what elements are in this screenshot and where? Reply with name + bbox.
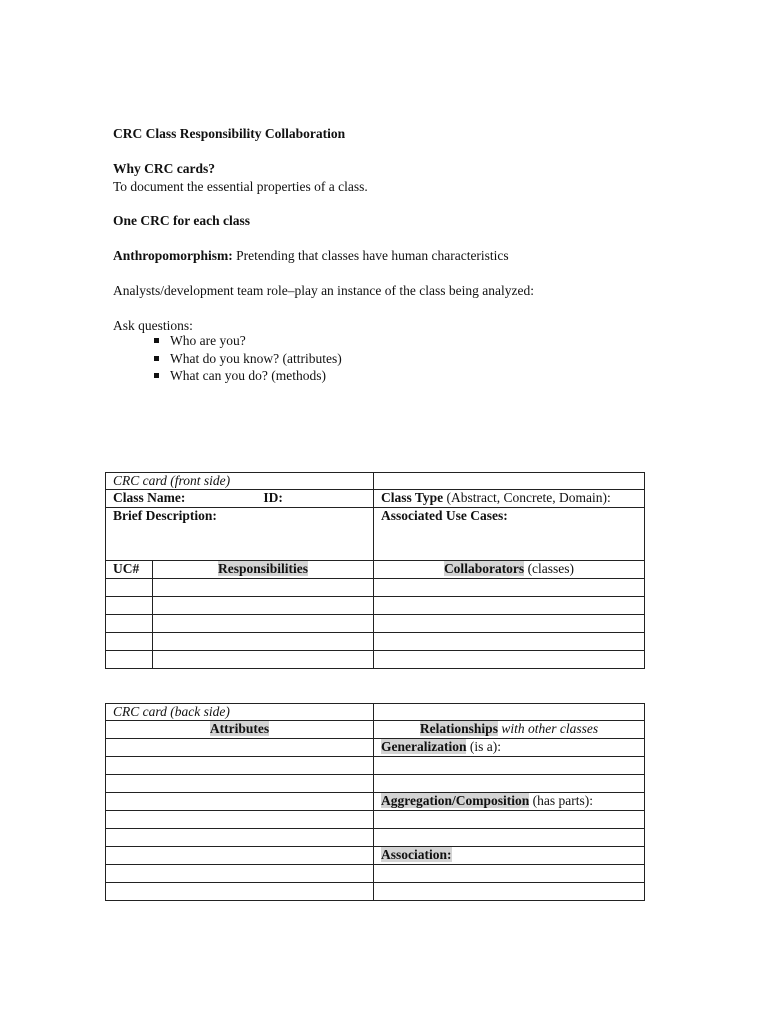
attribute-empty-cell (106, 793, 374, 811)
question-item: What do you know? (attributes) (150, 350, 342, 368)
aggregation-label: Aggregation/Composition (381, 793, 530, 808)
front-empty-row (106, 579, 645, 597)
front-empty-row (106, 633, 645, 651)
bullet-square-icon (154, 373, 159, 378)
back-empty-row (106, 775, 645, 793)
class-type-note: (Abstract, Concrete, Domain): (443, 490, 611, 505)
anthropomorphism-paragraph (113, 248, 509, 264)
back-empty-row (106, 865, 645, 883)
questions-list (150, 332, 342, 385)
attributes-header-cell (106, 721, 374, 739)
why-heading: Why CRC cards? (113, 161, 216, 176)
relationships-header: Relationships (419, 721, 498, 736)
crc-card-back-table (105, 703, 645, 901)
class-type-label: Class Type (381, 490, 444, 505)
anthropomorphism-label: Anthropomorphism: (113, 248, 233, 263)
back-empty-row (106, 757, 645, 775)
generalization-cell (374, 739, 645, 757)
page-title: CRC Class Responsibility Collaboration (113, 126, 346, 141)
ask-questions-label: Ask questions: (113, 318, 193, 333)
responsibilities-header-cell (153, 561, 374, 579)
class-name-label: Class Name: (113, 490, 186, 505)
front-caption: CRC card (front side) (106, 473, 374, 490)
id-label: ID: (263, 490, 283, 505)
class-name-cell (106, 490, 374, 508)
crc-card-front-table (105, 472, 645, 669)
attributes-header: Attributes (209, 721, 270, 736)
back-empty-row (106, 829, 645, 847)
collaborators-header-cell (374, 561, 645, 579)
associated-use-cases-label: Associated Use Cases: (374, 508, 645, 561)
responsibilities-header: Responsibilities (217, 561, 309, 576)
front-empty-row (106, 651, 645, 669)
question-item: What can you do? (methods) (150, 367, 342, 385)
why-text: To document the essential properties of a class. (113, 179, 368, 194)
aggregation-note: (has parts): (529, 793, 593, 808)
back-empty-row (106, 811, 645, 829)
analysts-paragraph: Analysts/development team role–play an instance of the class being analyzed: (113, 283, 534, 298)
one-crc-heading: One CRC for each class (113, 213, 250, 228)
back-empty-row (106, 883, 645, 901)
back-caption: CRC card (back side) (106, 704, 374, 721)
relationships-note: with other classes (497, 721, 599, 736)
question-item: Who are you? (150, 332, 342, 350)
generalization-label: Generalization (381, 739, 467, 754)
front-empty-row (106, 615, 645, 633)
association-cell (374, 847, 645, 865)
anthropomorphism-text: Pretending that classes have human characteristics (232, 248, 509, 263)
front-empty-row (106, 597, 645, 615)
front-caption-blank-cell (374, 473, 645, 490)
bullet-square-icon (154, 338, 159, 343)
aggregation-cell (374, 793, 645, 811)
attribute-empty-cell (106, 847, 374, 865)
association-label: Association: (381, 847, 452, 862)
uc-header: UC# (106, 561, 153, 579)
collaborators-note: (classes) (524, 561, 575, 576)
bullet-square-icon (154, 356, 159, 361)
brief-description-label: Brief Description: (106, 508, 374, 561)
relationships-header-cell (374, 721, 645, 739)
collaborators-header: Collaborators (443, 561, 525, 576)
class-type-cell (374, 490, 645, 508)
attribute-empty-cell (106, 739, 374, 757)
back-caption-blank-cell (374, 704, 645, 721)
generalization-note: (is a): (466, 739, 501, 754)
